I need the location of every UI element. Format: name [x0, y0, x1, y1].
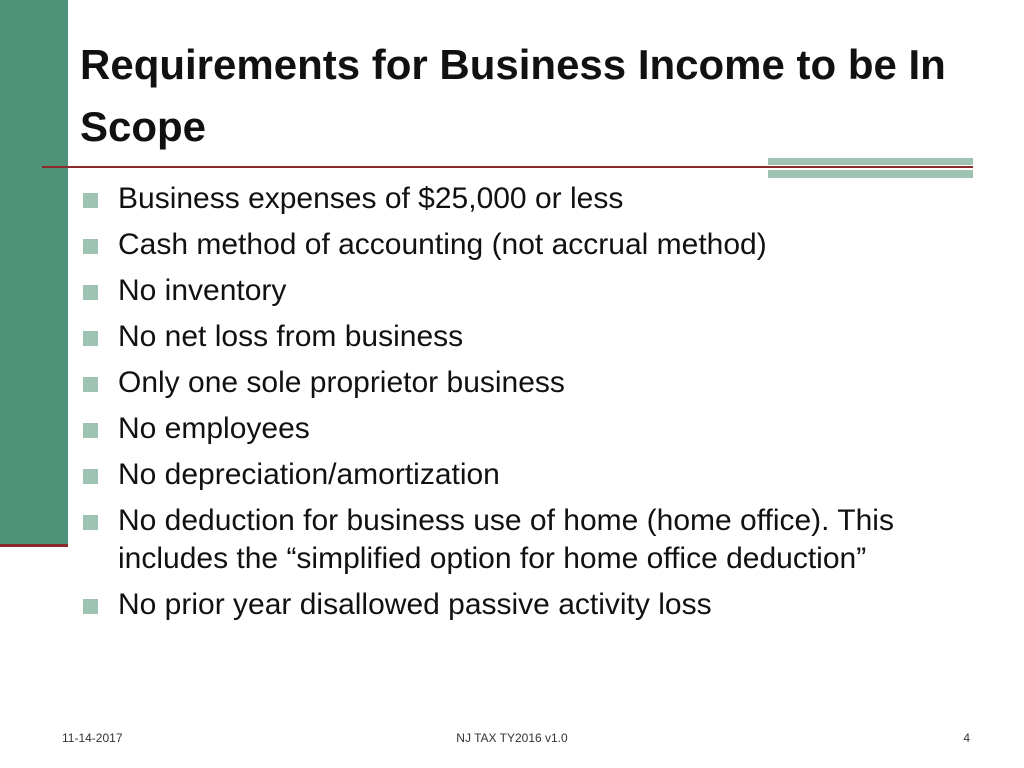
- square-bullet-icon: [83, 515, 98, 530]
- title-accent-strip-bottom: [768, 170, 973, 178]
- bullet-text: Cash method of accounting (not accrual method): [118, 228, 767, 261]
- square-bullet-icon: [83, 193, 98, 208]
- bullet-item: [80, 586, 990, 624]
- title-divider: [42, 166, 973, 168]
- footer-date: 11-14-2017: [62, 731, 123, 745]
- square-bullet-icon: [83, 285, 98, 300]
- bullet-item: [80, 456, 990, 494]
- bullet-item: [80, 318, 990, 356]
- page-number: 4: [963, 731, 970, 745]
- square-bullet-icon: [83, 469, 98, 484]
- bullet-item: [80, 410, 990, 448]
- square-bullet-icon: [83, 377, 98, 392]
- bullet-item: [80, 272, 990, 310]
- left-accent-bar: [0, 0, 68, 545]
- bullet-list: [80, 180, 990, 632]
- bullet-text: No employees: [118, 412, 310, 445]
- bullet-text: No inventory: [118, 274, 287, 307]
- footer-center-text: NJ TAX TY2016 v1.0: [456, 731, 568, 745]
- bullet-text: No net loss from business: [118, 320, 464, 353]
- bullet-item: [80, 502, 990, 578]
- square-bullet-icon: [83, 423, 98, 438]
- square-bullet-icon: [83, 599, 98, 614]
- bullet-item: [80, 226, 990, 264]
- square-bullet-icon: [83, 239, 98, 254]
- bullet-item: [80, 180, 990, 218]
- bullet-item: [80, 364, 990, 402]
- bullet-text: Business expenses of $25,000 or less: [118, 182, 624, 215]
- title-accent-strip-top: [768, 158, 973, 165]
- bullet-text: Only one sole proprietor business: [118, 366, 565, 399]
- bullet-text: No prior year disallowed passive activity loss: [118, 588, 712, 621]
- left-accent-rule: [0, 544, 68, 547]
- slide-title: Requirements for Business Income to be In Scope: [80, 41, 946, 150]
- bullet-text: No deduction for business use of home (home office). This includes the “simplified option for home office deduction”: [118, 504, 894, 575]
- bullet-text: No depreciation/amortization: [118, 458, 500, 491]
- square-bullet-icon: [83, 331, 98, 346]
